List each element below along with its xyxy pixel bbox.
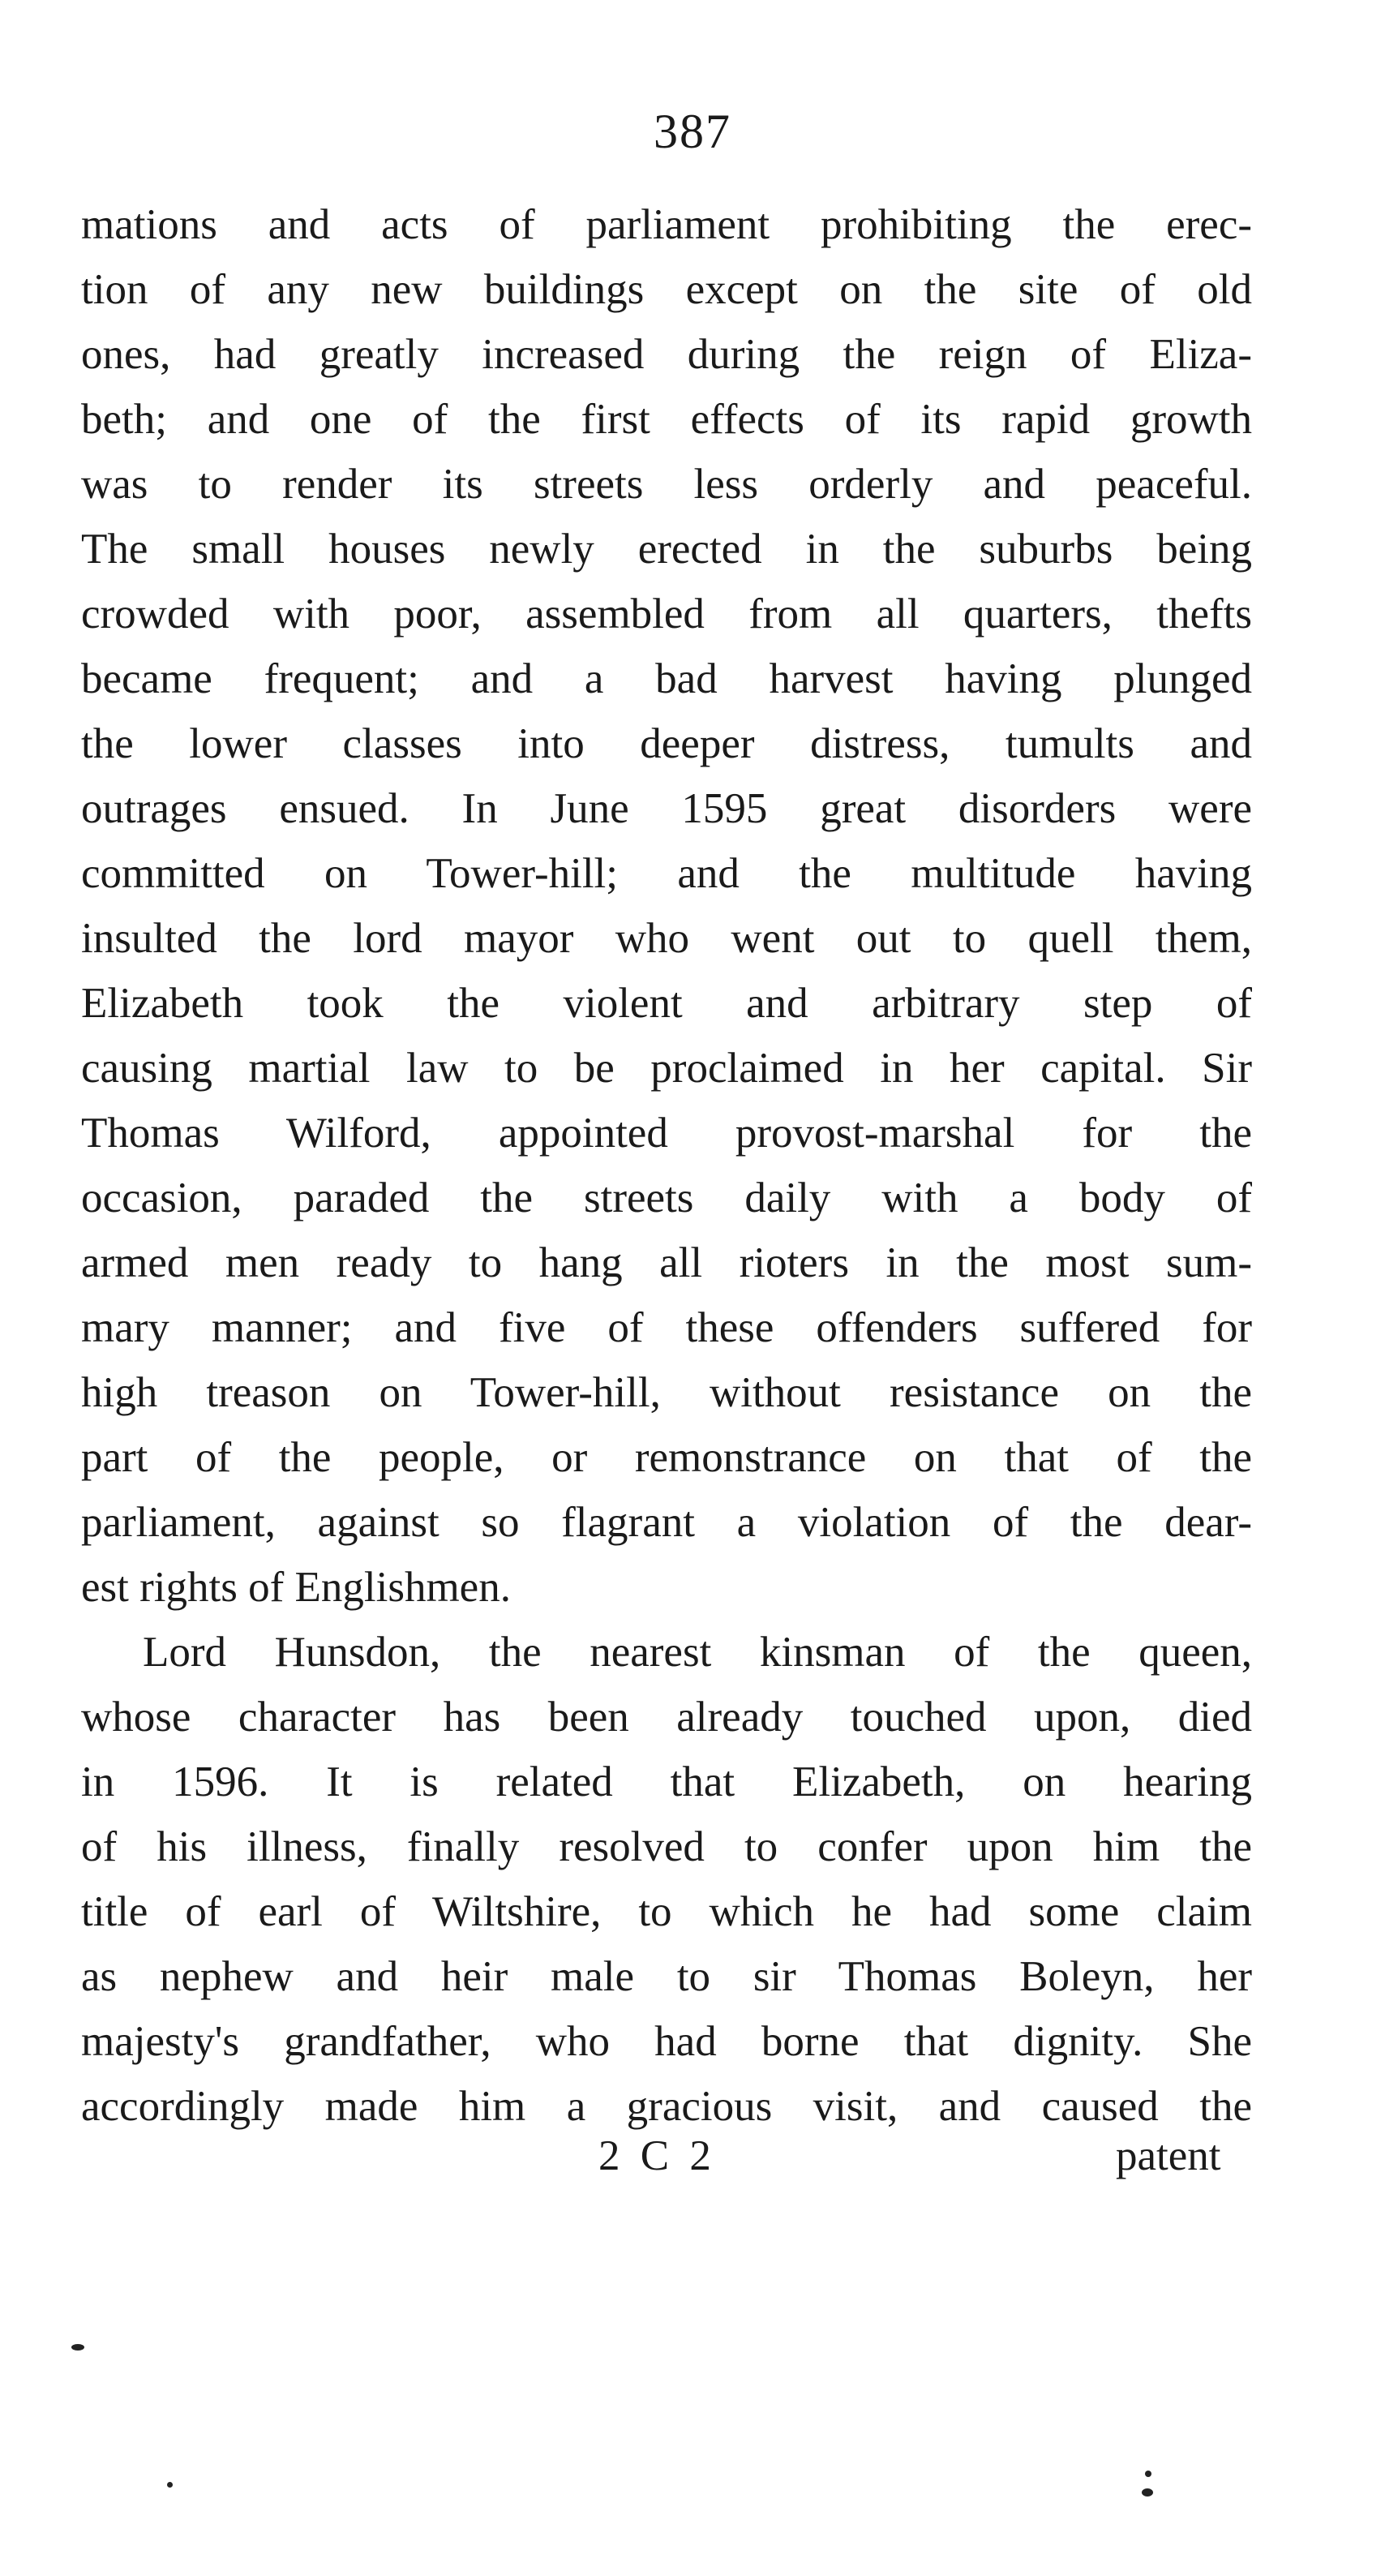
text-line: beth; and one of the first effects of its rapid growth: [81, 396, 1252, 443]
text-line: mary manner; and five of these offenders suffered for: [81, 1304, 1252, 1351]
text-line: of his illness, finally resolved to confer upon him the: [81, 1823, 1252, 1870]
text-line: title of earl of Wiltshire, to which he had some claim: [81, 1888, 1252, 1935]
text-line: Thomas Wilford, appointed provost-marshal for the: [81, 1110, 1252, 1157]
ink-speck: [167, 2482, 173, 2488]
paragraph-last-line: est rights of Englishmen.: [81, 1564, 511, 1611]
text-line: outrages ensued. In June 1595 great disorders were: [81, 785, 1252, 832]
ink-speck: [1145, 2471, 1151, 2477]
text-line: crowded with poor, assembled from all quarters, thefts: [81, 590, 1252, 638]
text-line: parliament, against so flagrant a violation of the dear-: [81, 1499, 1252, 1546]
text-line: as nephew and heir male to sir Thomas Boleyn, her: [81, 1953, 1252, 2000]
paragraph-first-line: Lord Hunsdon, the nearest kinsman of the queen,: [143, 1629, 1252, 1676]
text-line: causing martial law to be proclaimed in her capital. Sir: [81, 1045, 1252, 1092]
text-line: whose character has been already touched upon, died: [81, 1694, 1252, 1741]
text-line: the lower classes into deeper distress, tumults and: [81, 720, 1252, 767]
text-line: armed men ready to hang all rioters in the most sum-: [81, 1239, 1252, 1286]
text-line: occasion, paraded the streets daily with a body of: [81, 1174, 1252, 1221]
text-line: mations and acts of parliament prohibiting the erec-: [81, 201, 1252, 248]
text-line: committed on Tower-hill; and the multitude having: [81, 850, 1252, 897]
text-line: was to render its streets less orderly and peaceful.: [81, 461, 1252, 508]
page-footer: [0, 2123, 1385, 2188]
text-line: insulted the lord mayor who went out to quell them,: [81, 915, 1252, 962]
text-line: Elizabeth took the violent and arbitrary step of: [81, 980, 1252, 1027]
text-line: in 1596. It is related that Elizabeth, on hearing: [81, 1758, 1252, 1805]
body-text: [81, 192, 1252, 2139]
ink-speck: [1142, 2488, 1153, 2497]
text-line: The small houses newly erected in the suburbs being: [81, 526, 1252, 573]
ink-speck: [71, 2344, 84, 2351]
text-line: accordingly made him a gracious visit, and caused the: [81, 2083, 1252, 2130]
text-line: ones, had greatly increased during the reign of Eliza-: [81, 331, 1252, 378]
text-line: became frequent; and a bad harvest having plunged: [81, 655, 1252, 702]
catchword: patent: [1116, 2132, 1221, 2179]
text-line: tion of any new buildings except on the site of old: [81, 266, 1252, 313]
text-line: majesty's grandfather, who had borne that dignity. She: [81, 2018, 1252, 2065]
signature-mark: 2 C 2: [598, 2132, 716, 2179]
page-number: 387: [654, 105, 731, 158]
text-line: high treason on Tower-hill, without resistance on the: [81, 1369, 1252, 1416]
text-line: part of the people, or remonstrance on that of the: [81, 1434, 1252, 1481]
